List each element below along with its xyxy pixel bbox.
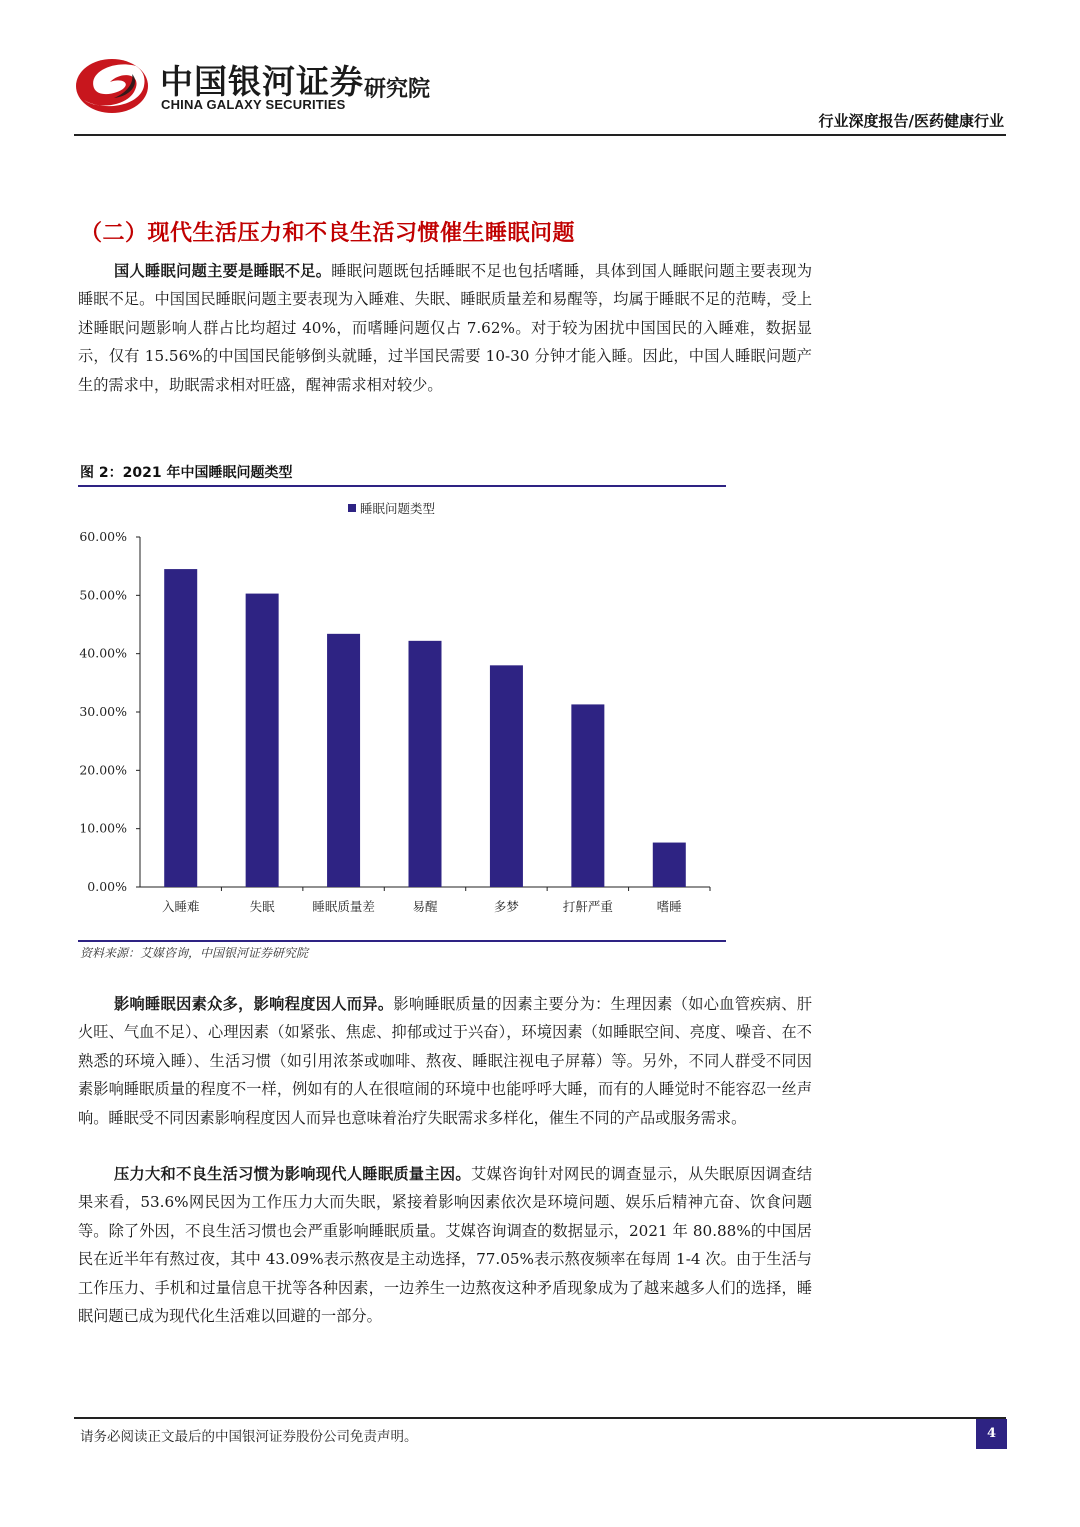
paragraph-sleep-factors [78, 990, 812, 1132]
x-axis-labels [162, 887, 710, 914]
paragraph-sleep-deficiency [78, 257, 812, 399]
x-tick-label: 嗜睡 [656, 899, 682, 914]
company-name-en: CHINA GALAXY SECURITIES [161, 97, 346, 112]
bar [327, 634, 360, 887]
paragraph-lead: 压力大和不良生活习惯为影响现代人睡眠质量主因。 [114, 1165, 471, 1183]
x-tick-label: 易醒 [412, 899, 438, 914]
x-tick-label: 入睡难 [161, 899, 200, 914]
figure-title: 图 2：2021 年中国睡眠问题类型 [80, 465, 293, 481]
galaxy-logo-icon [74, 52, 152, 116]
y-tick-label: 10.00% [79, 820, 127, 836]
footer-rule [74, 1417, 1006, 1419]
paragraph-body: 睡眠问题既包括睡眠不足也包括嗜睡，具体到国人睡眠问题主要表现为睡眠不足。中国国民睡眠问题主要表现为入睡难、失眠、睡眠质量差和易醒等，均属于睡眠不足的范畴，受上述睡眠问题影响人群占比均超过 40%，而嗜睡问题仅占 7.62%。对于较为困扰中国国民的入睡难，数据显示，仅有 15.56%的中国国民能够倒头就睡，过半国民需要 10-30 分钟才能入睡。因此，中国人睡眠问题产生的需求中，助眠需求相对旺盛，醒神需求相对较少。 [78, 262, 813, 394]
legend-label: 睡眠问题类型 [360, 501, 436, 516]
bar [653, 843, 686, 887]
paragraph-body: 艾媒咨询针对网民的调查显示，从失眠原因调查结果来看，53.6%网民因为工作压力大而失眠，紧接着影响因素依次是环境问题、娱乐后精神亢奋、饮食问题等。除了外因，不良生活习惯也会严重影响睡眠质量。艾媒咨询调查的数据显示，2021 年 80.88%的中国居民在近半年有熬过夜，其中 43.09%表示熬夜是主动选择，77.05%表示熬夜频率在每周 1-4 次。由于生活与工作压力、手机和过量信息干扰等各种因素，一边养生一边熬夜这种矛盾现象成为了越来越多人们的选择，睡眠问题已成为现代化生活难以回避的一部分。 [78, 1165, 813, 1326]
sleep-problem-bar-chart [78, 490, 726, 930]
legend-swatch [348, 504, 356, 512]
header-rule [74, 134, 1006, 136]
y-tick-label: 30.00% [79, 704, 127, 719]
figure-top-rule [78, 485, 726, 487]
bar [490, 665, 523, 887]
bar [164, 569, 197, 887]
footer-disclaimer: 请务必阅读正文最后的中国银河证券股份公司免责声明。 [80, 1429, 418, 1445]
y-tick-label: 60.00% [79, 529, 127, 544]
y-tick-label: 40.00% [79, 645, 127, 661]
x-tick-label: 睡眠质量差 [312, 899, 375, 914]
y-tick-label: 0.00% [87, 879, 127, 894]
chart-legend [348, 501, 435, 516]
paragraph-lead: 影响睡眠因素众多，影响程度因人而异。 [114, 995, 394, 1013]
company-name-cn: 中国银河证券 [160, 62, 364, 101]
bar [246, 594, 279, 887]
paragraph-stress-habits [78, 1160, 812, 1330]
section-title: （二）现代生活压力和不良生活习惯催生睡眠问题 [80, 221, 576, 246]
x-tick-label: 打鼾严重 [562, 899, 613, 914]
figure-source: 资料来源：艾媒咨询，中国银河证券研究院 [80, 946, 309, 960]
bar [409, 641, 442, 887]
paragraph-body: 影响睡眠质量的因素主要分为：生理因素（如心血管疾病、肝火旺、气血不足）、心理因素（如紧张、焦虑、抑郁或过于兴奋），环境因素（如睡眠空间、亮度、噪音、在不熟悉的环境入睡）、生活习惯（如引用浓茶或咖啡、熬夜、睡眠注视电子屏幕）等。另外，不同人群受不同因素影响睡眠质量的程度不一样，例如有的人在很喧闹的环境中也能呼呼大睡，而有的人睡觉时不能容忍一丝声响。睡眠受不同因素影响程度因人而异也意味着治疗失眠需求多样化，催生不同的产品或服务需求。 [78, 995, 813, 1127]
figure-bottom-rule [78, 940, 726, 942]
institute-label: 研究院 [364, 77, 431, 102]
page-number: 4 [976, 1419, 1007, 1449]
report-type: 行业深度报告/医药健康行业 [818, 112, 1004, 130]
bars-group [164, 569, 686, 887]
y-tick-label: 50.00% [79, 587, 127, 603]
paragraph-lead: 国人睡眠问题主要是睡眠不足。 [114, 262, 332, 280]
y-tick-label: 20.00% [79, 762, 127, 778]
x-tick-label: 多梦 [493, 899, 519, 914]
company-logo [74, 52, 152, 116]
x-tick-label: 失眠 [249, 899, 275, 914]
bar [571, 704, 604, 887]
